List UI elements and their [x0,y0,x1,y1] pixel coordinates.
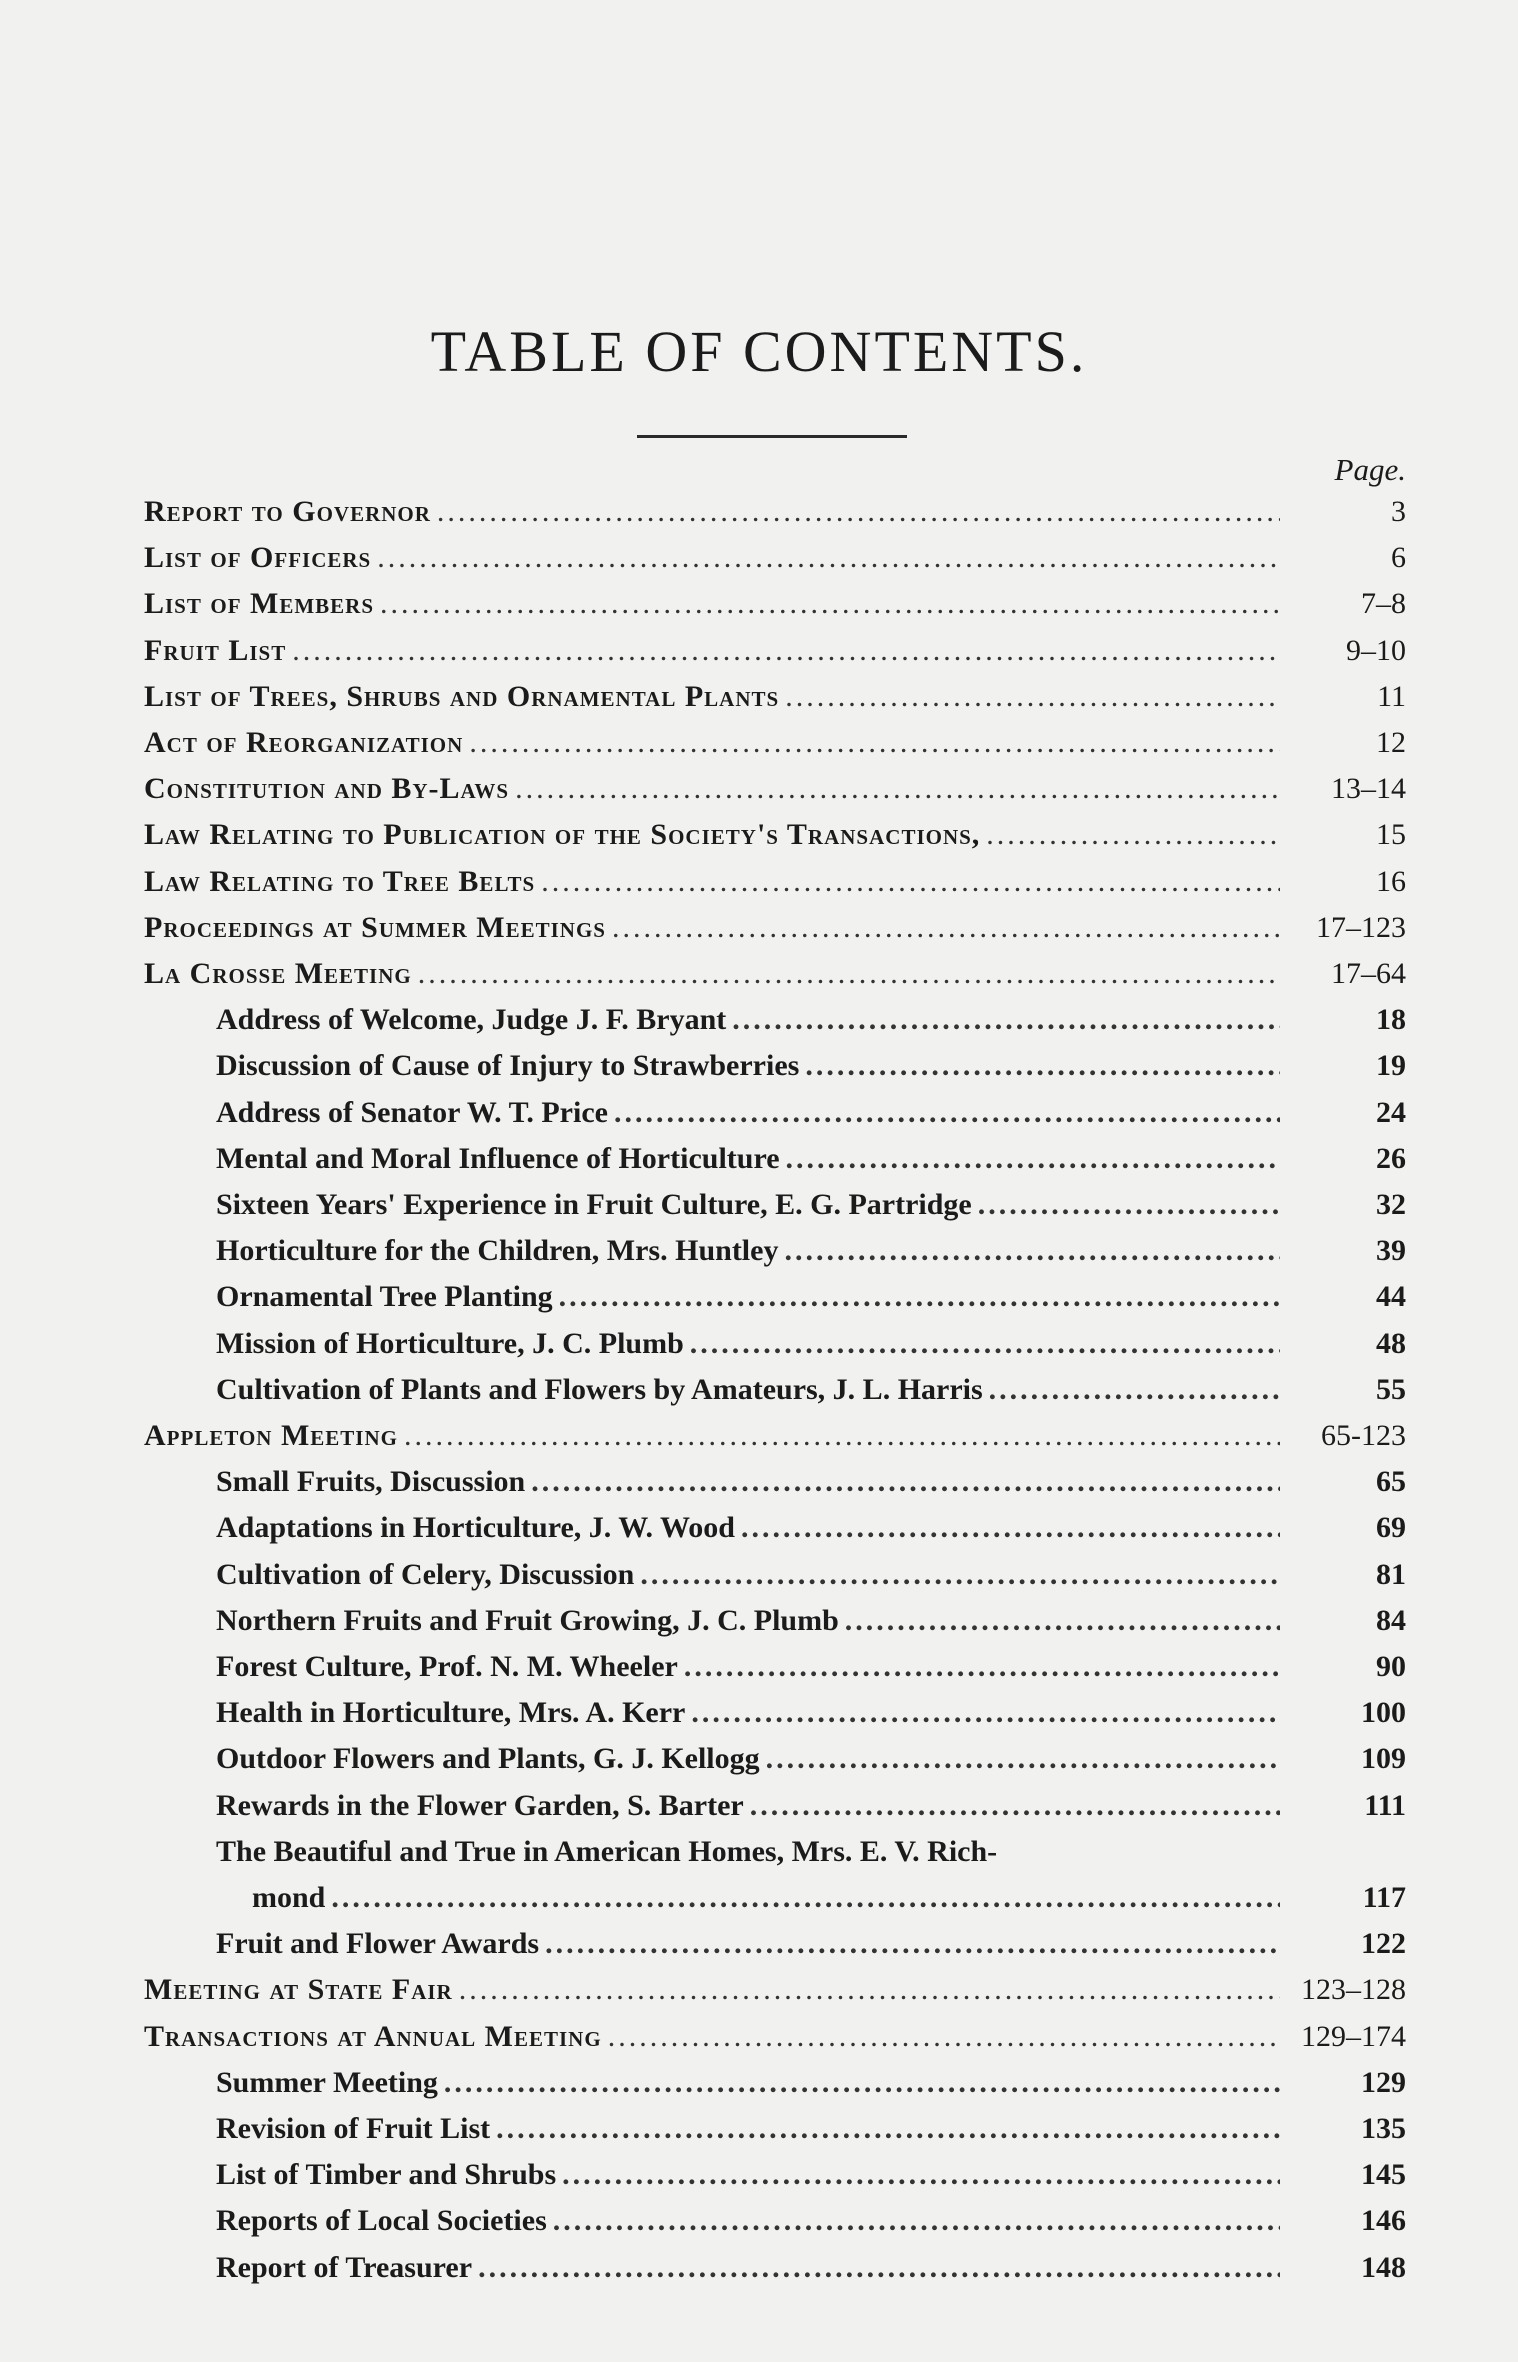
toc-entry-page: 148 [1361,2251,1406,2284]
toc-entry-title: Appleton Meeting [144,1419,398,1452]
toc-entry-title: Cultivation of Celery, Discussion [216,1558,635,1591]
toc-entry-page: 6 [1391,541,1406,574]
toc-entry-title: Adaptations in Horticulture, J. W. Wood [216,1511,735,1544]
dot-leader [515,767,1280,811]
toc-entry [216,1830,1406,1874]
toc-entry [216,1599,1406,1643]
toc-entry-title: Meeting at State Fair [144,1973,453,2006]
dot-leader [612,906,1280,950]
toc-entry-title: List of Trees, Shrubs and Ornamental Plants [144,680,780,713]
toc-entry-title: Address of Senator W. T. Price [216,1096,608,1129]
toc-entry-page: 84 [1376,1604,1406,1637]
toc-entry-page: 7–8 [1361,587,1406,620]
dot-leader [766,1737,1280,1781]
toc-entry-title: Law Relating to Publication of the Society's Transactions, [144,818,981,851]
toc-entry-title: Reports of Local Societies [216,2204,547,2237]
toc-entry-title: List of Officers [144,541,372,574]
toc-entry [216,1784,1406,1828]
toc-entry-title: Address of Welcome, Judge J. F. Bryant [216,1003,727,1036]
toc-entry-title: Northern Fruits and Fruit Growing, J. C. Plumb [216,1604,839,1637]
dot-leader [750,1784,1280,1828]
dot-leader [469,721,1280,765]
toc-entry-page: 100 [1361,1696,1406,1729]
toc-entry-title: La Crosse Meeting [144,957,412,990]
dot-leader [845,1599,1280,1643]
dot-leader [531,1460,1280,1504]
toc-entry-title: Sixteen Years' Experience in Fruit Culture, E. G. Partridge [216,1188,972,1221]
toc-entry [144,582,1406,626]
toc-entry-title: Health in Horticulture, Mrs. A. Kerr [216,1696,686,1729]
dot-leader [553,2199,1280,2243]
toc-entry-title: Act of Reorganization [144,726,464,759]
toc-entry-page: 16 [1376,865,1406,898]
toc-entry-title: Constitution and By-Laws [144,772,510,805]
dot-leader [331,1876,1280,1920]
toc-entry [144,813,1406,857]
toc-entry-page: 32 [1376,1188,1406,1221]
toc-entry-page: 18 [1376,1003,1406,1036]
toc-entry-page: 129–174 [1301,2020,1406,2053]
dot-leader [640,1553,1280,1597]
toc-entry [144,1968,1406,2012]
toc-entry-page: 146 [1361,2204,1406,2237]
dot-leader [784,1229,1280,1273]
toc-entry [216,1645,1406,1689]
toc-entry-page: 19 [1376,1049,1406,1082]
toc-entry-page: 90 [1376,1650,1406,1683]
toc-entry [216,1737,1406,1781]
toc-entry-page: 135 [1361,2112,1406,2145]
toc-entry-title: Report of Treasurer [216,2251,473,2284]
toc-entry-page: 55 [1376,1373,1406,1406]
toc-entry [252,1876,1406,1920]
toc-entry [216,2153,1406,2197]
toc-entry-page: 48 [1376,1327,1406,1360]
dot-leader [559,1275,1280,1319]
dot-leader [608,2015,1280,2059]
toc-entry-title: Report to Governor [144,495,431,528]
dot-leader [377,536,1280,580]
toc-entry-page: 117 [1362,1881,1406,1914]
dot-leader [545,1922,1280,1966]
toc-entry-title: Transactions at Annual Meeting [144,2020,602,2053]
dot-leader [989,1368,1280,1412]
dot-leader [986,813,1280,857]
dot-leader [541,860,1280,904]
toc-entry [144,536,1406,580]
title-rule [637,435,907,438]
toc-entry-title: Mental and Moral Influence of Horticulture [216,1142,780,1175]
toc-entry-page: 65 [1376,1465,1406,1498]
page-title: TABLE OF CONTENTS. [430,319,1088,384]
toc-entry-title: mond [252,1881,326,1914]
toc-entry-title: Summer Meeting [216,2066,438,2099]
toc-entry-title: List of Members [144,587,375,620]
toc-entry-page: 109 [1361,1742,1406,1775]
toc-entry-title: Proceedings at Summer Meetings [144,911,606,944]
page-column-heading: Page. [1334,452,1406,487]
toc-entry-title: Fruit and Flower Awards [216,1927,540,1960]
toc-entry [144,860,1406,904]
toc-entry-title: Cultivation of Plants and Flowers by Amateurs, J. L. Harris [216,1373,983,1406]
dot-leader [785,675,1280,719]
dot-leader [478,2246,1280,2290]
dot-leader [691,1691,1280,1735]
toc-entry-title: Revision of Fruit List [216,2112,491,2145]
toc-entry-page: 44 [1376,1280,1406,1313]
toc-entry [216,2246,1406,2290]
toc-entry [216,1553,1406,1597]
toc-entry-page: 123–128 [1301,1973,1406,2006]
toc-entry [144,767,1406,811]
toc-entry-title: Law Relating to Tree Belts [144,865,536,898]
toc-entry [216,1506,1406,1550]
toc-entry-page: 17–64 [1331,957,1406,990]
toc-entry-page: 26 [1376,1142,1406,1175]
dot-leader [404,1414,1280,1458]
toc-entry [216,1322,1406,1366]
toc-entry-title: Mission of Horticulture, J. C. Plumb [216,1327,684,1360]
toc-entry-page: 129 [1361,2066,1406,2099]
toc-entry-title: List of Timber and Shrubs [216,2158,557,2191]
toc-entry-page: 122 [1361,1927,1406,1960]
toc-entry-title: Rewards in the Flower Garden, S. Barter [216,1789,744,1822]
toc-entry-title: Discussion of Cause of Injury to Strawberries [216,1049,800,1082]
toc-entry-title: Outdoor Flowers and Plants, G. J. Kellogg [216,1742,760,1775]
toc-entry-title: The Beautiful and True in American Homes, Mrs. E. V. Rich- [216,1835,998,1868]
dot-leader [292,629,1280,673]
dot-leader [614,1091,1280,1135]
toc-entry [144,906,1406,950]
dot-leader [459,1968,1280,2012]
dot-leader [496,2107,1280,2151]
toc-entry [216,2107,1406,2151]
toc-entry [216,1229,1406,1273]
toc-entry-page: 81 [1376,1558,1406,1591]
toc-entry [216,1691,1406,1735]
toc-entry-title: Fruit List [144,634,287,667]
toc-entry-page: 24 [1376,1096,1406,1129]
toc-entry-page: 11 [1377,680,1406,713]
dot-leader [805,1044,1280,1088]
dot-leader [978,1183,1280,1227]
toc-entry-page: 69 [1376,1511,1406,1544]
toc-entry [216,1044,1406,1088]
toc-entry [144,675,1406,719]
dot-leader [418,952,1280,996]
toc-entry-page: 12 [1376,726,1406,759]
toc-entry [144,490,1406,534]
toc-entry [216,1275,1406,1319]
toc-entry-page: 111 [1364,1789,1406,1822]
dot-leader [444,2061,1280,2105]
dot-leader [562,2153,1280,2197]
toc-entry-page: 9–10 [1346,634,1406,667]
toc-entry [216,2199,1406,2243]
toc-entry [144,1414,1406,1458]
dot-leader [732,998,1280,1042]
toc-entry [144,2015,1406,2059]
toc-entry [216,1368,1406,1412]
toc-entry [216,1137,1406,1181]
toc-entry-page: 15 [1376,818,1406,851]
toc-entry [216,998,1406,1042]
toc-entry-page: 39 [1376,1234,1406,1267]
dot-leader [786,1137,1280,1181]
toc-entry-title: Ornamental Tree Planting [216,1280,553,1313]
dot-leader [690,1322,1280,1366]
toc-entry [144,629,1406,673]
dot-leader [380,582,1280,626]
toc-entry [216,2061,1406,2105]
toc-entry-page: 13–14 [1331,772,1406,805]
toc-entry-page: 65-123 [1321,1419,1406,1452]
toc-entry [216,1091,1406,1135]
toc-entry-page: 3 [1391,495,1406,528]
toc-entry [144,952,1406,996]
toc-entry-title: Small Fruits, Discussion [216,1465,526,1498]
toc-entry [216,1922,1406,1966]
dot-leader [437,490,1280,534]
dot-leader [741,1506,1280,1550]
toc-entry-title: Forest Culture, Prof. N. M. Wheeler [216,1650,678,1683]
toc-entry [144,721,1406,765]
toc-entry [216,1183,1406,1227]
dot-leader [684,1645,1280,1689]
toc-entry [216,1460,1406,1504]
toc-entry-title: Horticulture for the Children, Mrs. Huntley [216,1234,779,1267]
toc-entry-page: 17–123 [1316,911,1406,944]
toc-entry-page: 145 [1361,2158,1406,2191]
